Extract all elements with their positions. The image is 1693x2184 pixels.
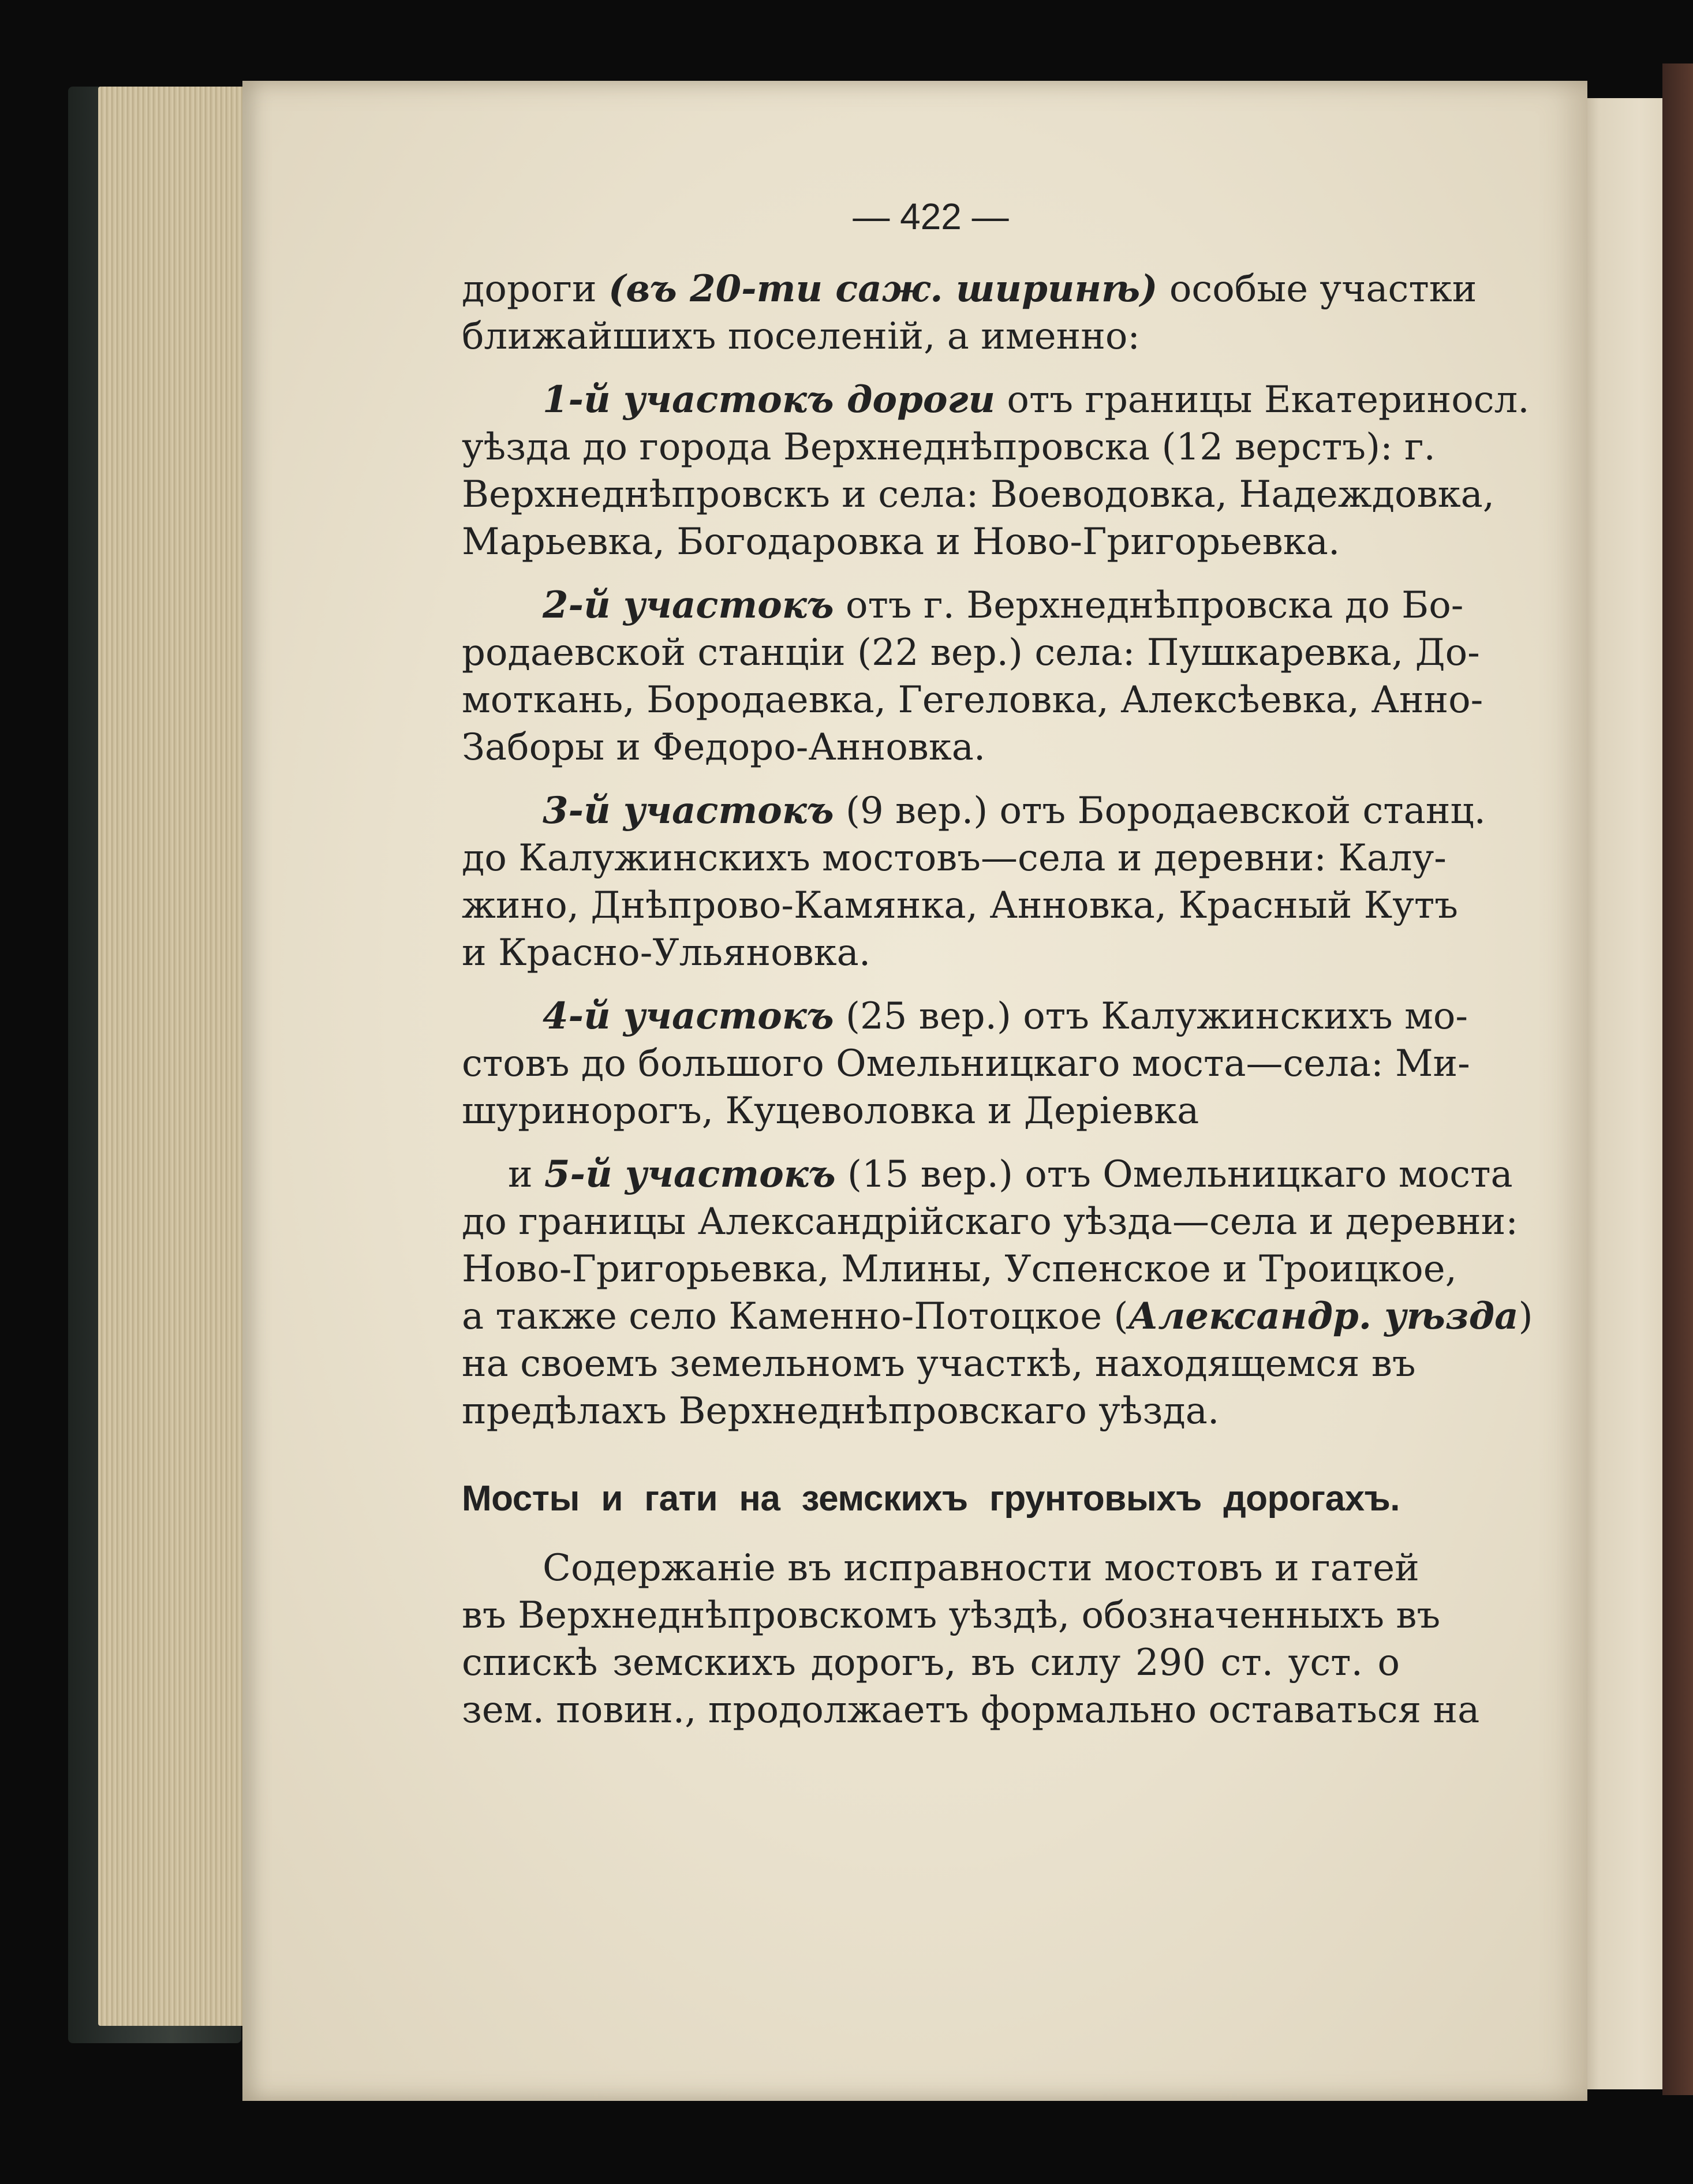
text-line: Верхнеднѣпровскъ и села: Воеводовка, Надеждовка, — [462, 473, 1495, 516]
text-line: 2-й участокъ отъ г. Верхнеднѣпровска до Бо- — [543, 584, 1464, 627]
text-line: 3-й участокъ (9 вер.) отъ Бородаевской станц. — [543, 789, 1486, 832]
text-line: до границы Александрійскаго уѣзда—села и деревни: — [462, 1201, 1518, 1243]
paragraph — [462, 265, 1477, 360]
text-line: спискѣ земскихъ дорогъ, въ силу 290 ст. уст. о — [462, 1641, 1400, 1684]
paragraph — [462, 582, 1483, 771]
page-text — [462, 190, 1533, 1750]
page-edges — [98, 87, 248, 2026]
paragraph — [462, 1544, 1480, 1734]
text-line: моткань, Бородаевка, Гегеловка, Алексѣевка, Анно- — [462, 679, 1483, 721]
text-line: зем. повин., продолжаетъ формально оставаться на — [462, 1689, 1480, 1732]
text-line: жино, Днѣпрово-Камянка, Анновка, Красный Кутъ — [462, 884, 1458, 927]
text-line: уѣзда до города Верхнеднѣпровска (12 верстъ): г. — [462, 426, 1436, 469]
text-line: предѣлахъ Верхнеднѣпровскаго уѣзда. — [462, 1390, 1220, 1433]
text-line: и Красно-Ульяновка. — [462, 932, 871, 974]
page-number: — 422 — — [853, 196, 1009, 237]
paragraph — [462, 787, 1486, 977]
text-line: дороги (въ 20-ти саж. ширинѣ) особые участки — [462, 267, 1477, 311]
text-line: стовъ до большого Омельницкаго моста—села: Ми- — [462, 1042, 1470, 1085]
paragraph — [462, 993, 1470, 1135]
text-line: 4-й участокъ (25 вер.) отъ Калужинскихъ мо- — [543, 994, 1468, 1038]
text-line: Ново-Григорьевка, Млины, Успенское и Троицкое, — [462, 1248, 1457, 1291]
text-line: родаевской станціи (22 вер.) села: Пушкаревка, До- — [462, 631, 1480, 674]
text-line: Марьевка, Богодаровка и Ново-Григорьевка. — [462, 521, 1340, 563]
text-line: 1-й участокъ дороги отъ границы Екатериносл. — [543, 378, 1530, 421]
section-heading: Мосты и гати на земскихъ грунтовыхъ дорогахъ. — [462, 1479, 1400, 1519]
text-line: шуринорогъ, Куцеволовка и Деріевка — [462, 1090, 1199, 1132]
text-line: ближайшихъ поселеній, а именно: — [462, 315, 1140, 358]
text-line: а также село Каменно-Потоцкое (Александр. уѣзда) — [462, 1295, 1533, 1338]
facing-cover — [1662, 63, 1693, 2095]
text-line: Заборы и Федоро-Анновка. — [462, 726, 986, 769]
text-line: и 5-й участокъ (15 вер.) отъ Омельницкаго моста — [508, 1153, 1513, 1196]
text-line: Содержаніе въ исправности мостовъ и гатей — [543, 1547, 1419, 1590]
text-line: въ Верхнеднѣпровскомъ уѣздѣ, обозначенныхъ въ — [462, 1594, 1441, 1637]
text-line: на своемъ земельномъ участкѣ, находящемся въ — [462, 1342, 1416, 1385]
text-line: до Калужинскихъ мостовъ—села и деревни: Калу- — [462, 837, 1447, 880]
paragraph — [462, 1151, 1533, 1435]
paragraph — [462, 376, 1530, 566]
